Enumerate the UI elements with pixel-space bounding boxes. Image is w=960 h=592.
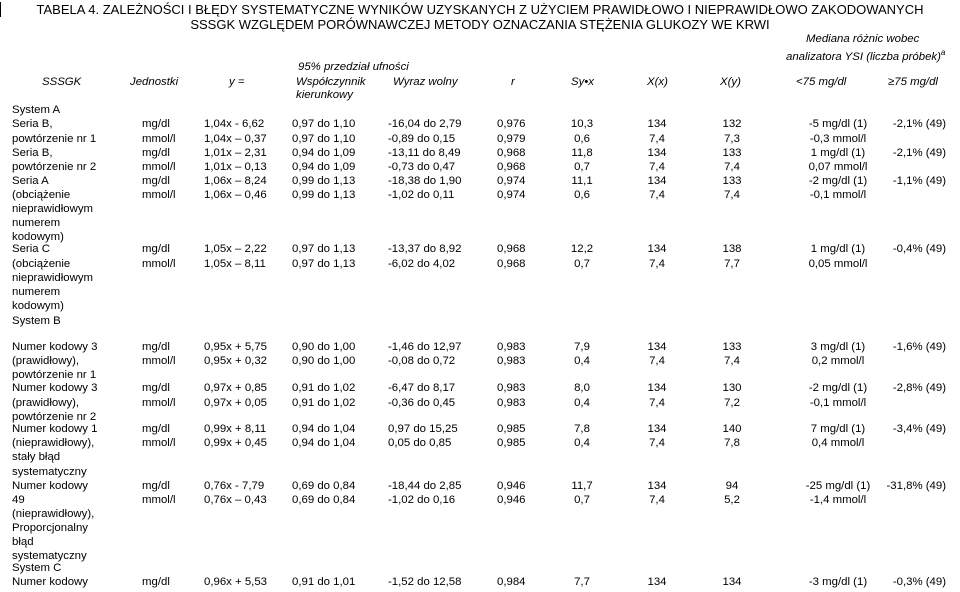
label-continuation-8: stały błąd bbox=[12, 451, 61, 463]
row-9-unit: mmol/l bbox=[142, 355, 176, 367]
row-6-r: 0,968 bbox=[497, 243, 526, 255]
row-16-ge: -0,3% (49) bbox=[892, 576, 946, 588]
row-9-syx: 0,4 bbox=[574, 355, 590, 367]
row-14-xx: 134 bbox=[647, 480, 667, 492]
row-12-ge: -3,4% (49) bbox=[892, 423, 946, 435]
row-5-xy: 7,4 bbox=[724, 189, 740, 201]
row-7-lt: 0,05 mmol/l bbox=[808, 258, 868, 270]
row-3-wyraz: -0,73 do 0,47 bbox=[388, 161, 456, 173]
row-0-lt: -5 mg/dl (1) bbox=[808, 118, 868, 130]
row-6-syx: 12,2 bbox=[570, 243, 594, 255]
row-1-xy: 7,3 bbox=[724, 133, 740, 145]
row-11-unit: mmol/l bbox=[142, 397, 176, 409]
row-10-xy: 130 bbox=[722, 382, 742, 394]
row-16-eq: 0,96x + 5,53 bbox=[204, 576, 268, 588]
row-10-xx: 134 bbox=[647, 382, 667, 394]
row-4-r: 0,974 bbox=[497, 175, 526, 187]
row-1-r: 0,979 bbox=[497, 133, 526, 145]
row-0-r: 0,976 bbox=[497, 118, 526, 130]
label-continuation-7: powtórzenie nr 2 bbox=[12, 411, 97, 423]
row-14-wyraz: -18,44 do 2,85 bbox=[388, 480, 462, 492]
row-15-lt: -1,4 mmol/l bbox=[809, 494, 867, 506]
row-0-syx: 10,3 bbox=[570, 118, 594, 130]
row-2-wyraz: -13,11 do 8,49 bbox=[388, 147, 461, 159]
row-15-label: 49 bbox=[12, 494, 25, 506]
row-9-xx: 7,4 bbox=[649, 355, 665, 367]
row-4-lt: -2 mg/dl (1) bbox=[808, 175, 868, 187]
row-11-xy: 7,2 bbox=[724, 397, 740, 409]
row-1-label: powtórzenie nr 1 bbox=[12, 133, 97, 145]
row-14-label: Numer kodowy bbox=[12, 480, 88, 492]
row-11-r: 0,983 bbox=[497, 397, 526, 409]
row-12-lt: 7 mg/dl (1) bbox=[810, 423, 866, 435]
row-0-ge: -2,1% (49) bbox=[892, 118, 946, 130]
row-1-unit: mmol/l bbox=[142, 133, 176, 145]
title-line-2: SSSGK WZGLĘDEM PORÓWNAWCZEJ METODY OZNACZANIA STĘŻENIA GLUKOZY WE KRWI bbox=[190, 17, 770, 32]
row-7-label: (obciążenie bbox=[12, 258, 71, 270]
col-wsp2: kierunkowy bbox=[296, 89, 353, 101]
header-analizatora bbox=[786, 46, 945, 64]
row-1-syx: 0,6 bbox=[574, 133, 590, 145]
col-ge75: ≥75 mg/dl bbox=[888, 76, 938, 88]
row-0-xx: 134 bbox=[647, 118, 667, 130]
row-15-xx: 7,4 bbox=[649, 494, 665, 506]
row-9-xy: 7,4 bbox=[724, 355, 740, 367]
row-3-eq: 1,01x – 0,13 bbox=[204, 161, 267, 173]
row-2-lt: 1 mg/dl (1) bbox=[810, 147, 866, 159]
row-7-r: 0,968 bbox=[497, 258, 526, 270]
row-3-label: powtórzenie nr 2 bbox=[12, 161, 97, 173]
row-10-label: Numer kodowy 3 bbox=[12, 382, 98, 394]
col-r: r bbox=[511, 76, 515, 88]
row-1-eq: 1,04x – 0,37 bbox=[204, 133, 267, 145]
row-11-label: (prawidłowy), bbox=[12, 397, 80, 409]
row-13-xy: 7,8 bbox=[724, 437, 740, 449]
row-16-wsp: 0,91 do 1,01 bbox=[292, 576, 356, 588]
row-16-label: Numer kodowy bbox=[12, 576, 88, 588]
row-11-lt: -0,1 mmol/l bbox=[809, 397, 867, 409]
row-7-xy: 7,7 bbox=[724, 258, 740, 270]
row-13-eq: 0,99x + 0,45 bbox=[204, 437, 268, 449]
row-12-r: 0,985 bbox=[497, 423, 526, 435]
row-1-lt: -0,3 mmol/l bbox=[809, 133, 867, 145]
row-15-xy: 5,2 bbox=[724, 494, 740, 506]
row-14-unit: mg/dl bbox=[142, 480, 170, 492]
row-16-xx: 134 bbox=[647, 576, 667, 588]
row-2-eq: 1,01x – 2,31 bbox=[204, 147, 267, 159]
row-1-wsp: 0,97 do 1,10 bbox=[292, 133, 356, 145]
row-6-wyraz: -13,37 do 8,92 bbox=[388, 243, 462, 255]
row-6-xx: 134 bbox=[647, 243, 667, 255]
row-2-wsp: 0,94 do 1,09 bbox=[292, 147, 356, 159]
row-14-xy: 94 bbox=[725, 480, 739, 492]
row-11-wyraz: -0,36 do 0,45 bbox=[388, 397, 456, 409]
row-7-unit: mmol/l bbox=[142, 258, 176, 270]
header-analizatora-text: analizatora YSI (liczba próbek) bbox=[786, 50, 941, 63]
label-continuation-5: kodowym) bbox=[12, 300, 64, 312]
row-7-wyraz: -6,02 do 4,02 bbox=[388, 258, 456, 270]
row-13-syx: 0,4 bbox=[574, 437, 590, 449]
title-line-1: TABELA 4. ZALEŻNOŚCI I BŁĘDY SYSTEMATYCZNE WYNIKÓW UZYSKANYCH Z UŻYCIEM PRAWIDŁOWO I NIEPRAWIDŁOWO ZAKODOWANYCH bbox=[36, 2, 924, 17]
row-15-eq: 0,76x – 0,43 bbox=[204, 494, 267, 506]
row-10-wyraz: -6,47 do 8,17 bbox=[388, 382, 456, 394]
row-11-syx: 0,4 bbox=[574, 397, 590, 409]
row-1-xx: 7,4 bbox=[649, 133, 665, 145]
row-5-unit: mmol/l bbox=[142, 189, 176, 201]
section-system-b: System B bbox=[12, 315, 61, 327]
row-4-wyraz: -18,38 do 1,90 bbox=[388, 175, 462, 187]
row-0-wsp: 0,97 do 1,10 bbox=[292, 118, 356, 130]
row-6-eq: 1,05x – 2,22 bbox=[204, 243, 267, 255]
row-0-wyraz: -16,04 do 2,79 bbox=[388, 118, 462, 130]
row-4-label: Seria A bbox=[12, 175, 49, 187]
row-5-r: 0,974 bbox=[497, 189, 526, 201]
row-15-r: 0,946 bbox=[497, 494, 526, 506]
row-13-r: 0,985 bbox=[497, 437, 526, 449]
row-5-label: (obciążenie bbox=[12, 189, 71, 201]
row-8-eq: 0,95x + 5,75 bbox=[204, 341, 268, 353]
row-8-syx: 7,9 bbox=[574, 341, 590, 353]
row-15-unit: mmol/l bbox=[142, 494, 176, 506]
row-8-unit: mg/dl bbox=[142, 341, 170, 353]
row-11-xx: 7,4 bbox=[649, 397, 665, 409]
row-4-ge: -1,1% (49) bbox=[892, 175, 946, 187]
row-2-xy: 133 bbox=[722, 147, 742, 159]
row-5-wyraz: -1,02 do 0,11 bbox=[388, 189, 455, 201]
row-11-eq: 0,97x + 0,05 bbox=[204, 397, 268, 409]
col-sssgk: SSSGK bbox=[42, 76, 82, 88]
label-continuation-10: (nieprawidłowy), bbox=[12, 508, 95, 520]
row-2-syx: 11,8 bbox=[571, 147, 593, 159]
title-bar bbox=[0, 2, 1, 17]
row-10-syx: 8,0 bbox=[574, 382, 590, 394]
row-13-label: (nieprawidłowy), bbox=[12, 437, 95, 449]
row-7-syx: 0,7 bbox=[574, 258, 590, 270]
label-continuation-4: numerem bbox=[12, 286, 61, 298]
row-8-lt: 3 mg/dl (1) bbox=[810, 341, 866, 353]
row-0-unit: mg/dl bbox=[142, 118, 170, 130]
col-syx: Sy•x bbox=[571, 76, 594, 88]
row-12-syx: 7,8 bbox=[574, 423, 590, 435]
row-16-unit: mg/dl bbox=[142, 576, 170, 588]
label-continuation-3: nieprawidłowym bbox=[12, 272, 94, 284]
row-10-unit: mg/dl bbox=[142, 382, 170, 394]
row-9-wsp: 0,90 do 1,00 bbox=[292, 355, 356, 367]
row-4-eq: 1,06x – 8,24 bbox=[204, 175, 267, 187]
row-6-label: Seria C bbox=[12, 243, 50, 255]
row-2-label: Seria B, bbox=[12, 147, 53, 159]
row-2-ge: -2,1% (49) bbox=[892, 147, 946, 159]
row-6-xy: 138 bbox=[722, 243, 742, 255]
row-12-wyraz: 0,97 do 15,25 bbox=[388, 423, 458, 435]
row-3-xx: 7,4 bbox=[649, 161, 665, 173]
row-5-xx: 7,4 bbox=[649, 189, 665, 201]
row-16-lt: -3 mg/dl (1) bbox=[808, 576, 868, 588]
row-6-ge: -0,4% (49) bbox=[892, 243, 946, 255]
row-6-lt: 1 mg/dl (1) bbox=[810, 243, 866, 255]
row-14-wsp: 0,69 do 0,84 bbox=[292, 480, 356, 492]
label-continuation-0: nieprawidłowym bbox=[12, 203, 94, 215]
row-12-xx: 134 bbox=[647, 423, 667, 435]
row-7-wsp: 0,97 do 1,13 bbox=[292, 258, 356, 270]
row-5-eq: 1,06x – 0,46 bbox=[204, 189, 267, 201]
row-13-wyraz: 0,05 do 0,85 bbox=[388, 437, 452, 449]
row-4-xx: 134 bbox=[647, 175, 667, 187]
row-6-wsp: 0,97 do 1,13 bbox=[292, 243, 356, 255]
row-12-xy: 140 bbox=[722, 423, 742, 435]
row-9-label: (prawidłowy), bbox=[12, 355, 80, 367]
row-8-xx: 134 bbox=[647, 341, 667, 353]
header-sup: a bbox=[940, 48, 946, 57]
label-continuation-12: błąd bbox=[12, 536, 34, 548]
row-10-eq: 0,97x + 0,85 bbox=[204, 382, 268, 394]
col-xx: X(x) bbox=[647, 76, 668, 88]
row-8-label: Numer kodowy 3 bbox=[12, 341, 98, 353]
col-jednostki: Jednostki bbox=[130, 76, 179, 88]
row-5-syx: 0,6 bbox=[574, 189, 590, 201]
row-3-wsp: 0,94 do 1,09 bbox=[292, 161, 356, 173]
row-16-syx: 7,7 bbox=[574, 576, 590, 588]
row-14-ge: -31,8% (49) bbox=[886, 480, 946, 492]
row-5-lt: -0,1 mmol/l bbox=[809, 189, 867, 201]
header-mediana: Mediana różnic wobec bbox=[806, 33, 920, 45]
row-6-unit: mg/dl bbox=[142, 243, 170, 255]
row-15-syx: 0,7 bbox=[574, 494, 590, 506]
row-11-wsp: 0,91 do 1,02 bbox=[292, 397, 356, 409]
row-15-wyraz: -1,02 do 0,16 bbox=[388, 494, 456, 506]
label-continuation-11: Proporcjonalny bbox=[12, 522, 88, 534]
row-4-unit: mg/dl bbox=[142, 175, 170, 187]
table-title bbox=[0, 2, 960, 32]
row-10-r: 0,983 bbox=[497, 382, 526, 394]
row-3-unit: mmol/l bbox=[142, 161, 176, 173]
row-9-eq: 0,95x + 0,32 bbox=[204, 355, 268, 367]
label-continuation-9: systematyczny bbox=[12, 466, 87, 478]
row-2-unit: mg/dl bbox=[142, 147, 170, 159]
row-16-wyraz: -1,52 do 12,58 bbox=[388, 576, 462, 588]
label-continuation-6: powtórzenie nr 1 bbox=[12, 369, 97, 381]
row-12-label: Numer kodowy 1 bbox=[12, 423, 98, 435]
row-12-unit: mg/dl bbox=[142, 423, 170, 435]
row-13-wsp: 0,94 do 1,04 bbox=[292, 437, 356, 449]
section-system-a: System A bbox=[12, 104, 61, 116]
row-4-xy: 133 bbox=[722, 175, 742, 187]
row-4-syx: 11,1 bbox=[571, 175, 593, 187]
row-13-lt: 0,4 mmol/l bbox=[811, 437, 865, 449]
row-3-lt: 0,07 mmol/l bbox=[808, 161, 868, 173]
row-0-label: Seria B, bbox=[12, 118, 53, 130]
row-1-wyraz: -0,89 do 0,15 bbox=[388, 133, 456, 145]
row-12-wsp: 0,94 do 1,04 bbox=[292, 423, 356, 435]
row-10-ge: -2,8% (49) bbox=[892, 382, 946, 394]
row-14-eq: 0,76x - 7,79 bbox=[204, 480, 265, 492]
row-3-r: 0,968 bbox=[497, 161, 526, 173]
col-xy: X(y) bbox=[720, 76, 741, 88]
row-0-xy: 132 bbox=[722, 118, 742, 130]
row-9-lt: 0,2 mmol/l bbox=[811, 355, 865, 367]
row-2-r: 0,968 bbox=[497, 147, 526, 159]
row-9-wyraz: -0,08 do 0,72 bbox=[388, 355, 456, 367]
row-9-r: 0,983 bbox=[497, 355, 526, 367]
label-continuation-2: kodowym) bbox=[12, 231, 64, 243]
row-15-wsp: 0,69 do 0,84 bbox=[292, 494, 356, 506]
row-14-syx: 11,7 bbox=[571, 480, 593, 492]
row-14-lt: -25 mg/dl (1) bbox=[805, 480, 871, 492]
col-lt75: <75 mg/dl bbox=[796, 76, 847, 88]
row-4-wsp: 0,99 do 1,13 bbox=[292, 175, 356, 187]
section-system-c: System C bbox=[12, 562, 62, 574]
row-16-r: 0,984 bbox=[497, 576, 526, 588]
label-continuation-13: systematyczny bbox=[12, 550, 87, 562]
row-8-r: 0,983 bbox=[497, 341, 526, 353]
row-14-r: 0,946 bbox=[497, 480, 526, 492]
col-y: y = bbox=[229, 76, 245, 88]
row-13-xx: 7,4 bbox=[649, 437, 665, 449]
row-7-eq: 1,05x – 8,11 bbox=[204, 258, 266, 270]
row-16-xy: 134 bbox=[722, 576, 742, 588]
label-continuation-1: numerem bbox=[12, 217, 61, 229]
row-8-wsp: 0,90 do 1,00 bbox=[292, 341, 356, 353]
row-10-wsp: 0,91 do 1,02 bbox=[292, 382, 356, 394]
col-wyraz: Wyraz wolny bbox=[393, 76, 458, 88]
row-13-unit: mmol/l bbox=[142, 437, 176, 449]
row-8-wyraz: -1,46 do 12,97 bbox=[388, 341, 462, 353]
col-wsp: Współczynnik bbox=[296, 76, 366, 88]
row-3-syx: 0,7 bbox=[574, 161, 590, 173]
row-0-eq: 1,04x - 6,62 bbox=[204, 118, 265, 130]
row-8-ge: -1,6% (49) bbox=[892, 341, 946, 353]
row-2-xx: 134 bbox=[647, 147, 667, 159]
header-przedzial: 95% przedział ufności bbox=[298, 61, 409, 73]
row-10-lt: -2 mg/dl (1) bbox=[808, 382, 868, 394]
row-12-eq: 0,99x + 8,11 bbox=[204, 423, 267, 435]
row-3-xy: 7,4 bbox=[724, 161, 740, 173]
row-8-xy: 133 bbox=[722, 341, 742, 353]
row-5-wsp: 0,99 do 1,13 bbox=[292, 189, 356, 201]
row-7-xx: 7,4 bbox=[649, 258, 665, 270]
